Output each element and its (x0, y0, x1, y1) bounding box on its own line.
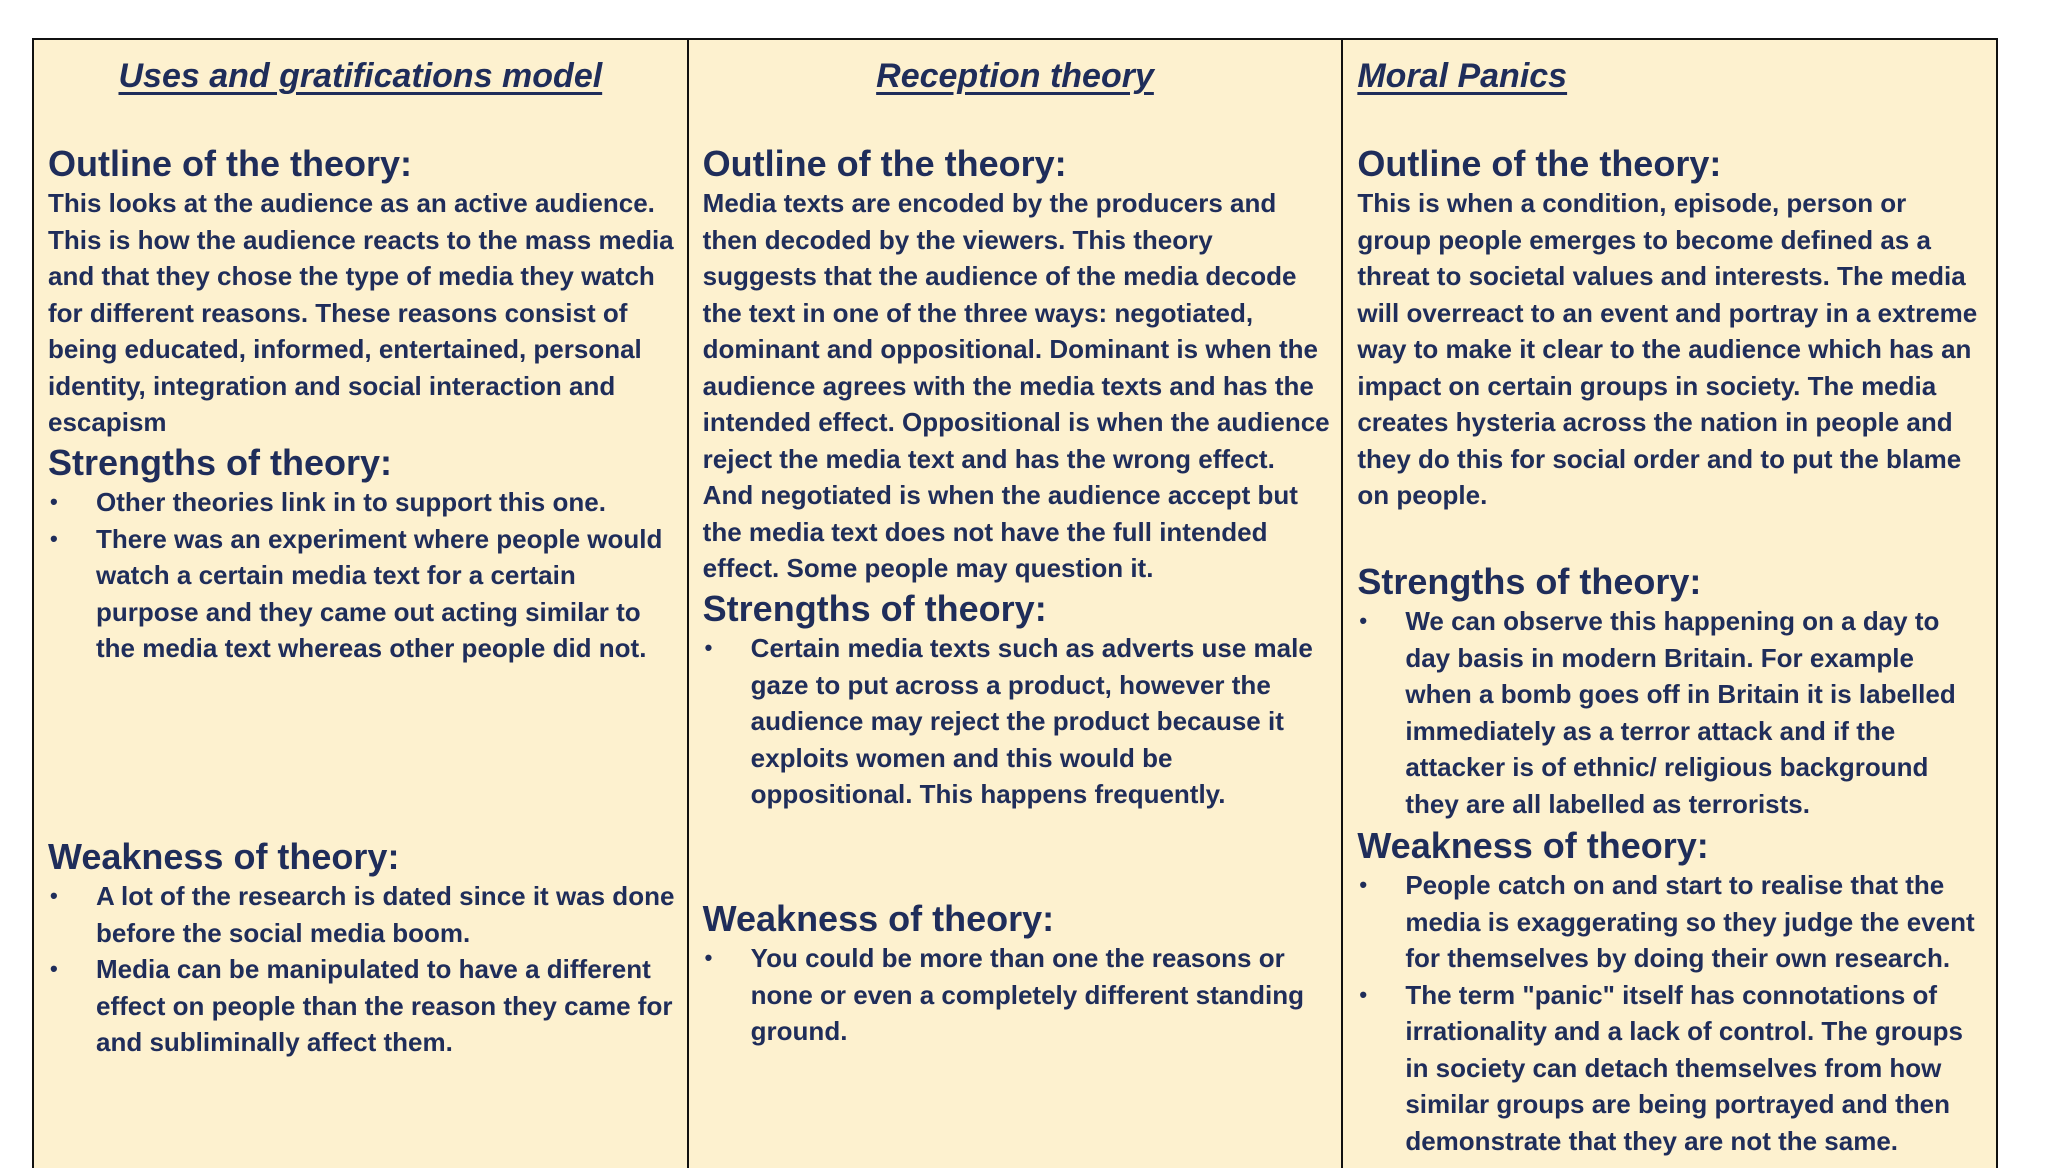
strengths-list (1357, 603, 1986, 822)
weakness-heading: Weakness of theory: (48, 836, 400, 877)
list-item: • People catch on and start to realise that the media is exaggerating so they judge the event for themselves by doing their own research. (1357, 867, 1986, 977)
weakness-heading: Weakness of theory: (702, 898, 1055, 939)
outline-text: Media texts are encoded by the producers and then decoded by the viewers. This theory suggests that the audience of the media decode the text in one of the three ways: negotiated, dominant and oppositional. Dominant is when the audience agrees with the media texts and has the intended effect. Oppositional is when the audience reject the media text and has the wrong effect. And negotiated is when the audience accept but the media text does not have the full intended effect. Some people may question it. (702, 188, 1330, 583)
list-item: • There was an experiment where people would watch a certain media text for a certain purpose and they came out acting similar to the media text whereas other people did not. (48, 521, 677, 667)
weakness-section (48, 836, 677, 1061)
column-title: Reception theory (876, 57, 1154, 95)
weakness-list (1357, 867, 1986, 1159)
outline-heading: Outline of the theory: (1357, 143, 1722, 184)
list-item: • You could be more than one the reasons or none or even a completely different standing ground. (703, 940, 1332, 1050)
outline-heading: Outline of the theory: (48, 143, 412, 184)
strengths-list (48, 484, 677, 667)
column-uses-and-gratifications (34, 40, 689, 1168)
weakness-list (703, 940, 1332, 1050)
weakness-section (703, 898, 1332, 1050)
list-item: • The term "panic" itself has connotations of irrationality and a lack of control. The groups in society can detach themselves from how similar groups are being portrayed and then demonstrate that they are not the same. (1357, 977, 1986, 1160)
weakness-section (1357, 825, 1986, 1159)
list-item: • Media can be manipulated to have a different effect on people than the reason they came for and subliminally affect them. (48, 951, 677, 1061)
column-title: Uses and gratifications model (118, 57, 603, 95)
weakness-heading: Weakness of theory: (1357, 825, 1709, 866)
strengths-list (703, 630, 1332, 813)
weakness-list (48, 878, 677, 1061)
strengths-heading: Strengths of theory: (48, 442, 393, 483)
column-reception-theory (689, 40, 1344, 1168)
strengths-section (48, 442, 677, 667)
strengths-heading: Strengths of theory: (1357, 561, 1702, 602)
list-item: • Other theories link in to support this one. (48, 484, 677, 521)
outline-section (48, 143, 677, 441)
outline-text: This is when a condition, episode, person or group people emerges to become defined as a threat to societal values and interests. The media will overreact to an event and portray in a extreme way to make it clear to the audience which has an impact on certain groups in society. The media creates hysteria across the nation in people and they do this for social order and to put the blame on people. (1357, 188, 1978, 510)
column-moral-panics (1343, 40, 1996, 1168)
list-item: • Certain media texts such as adverts use male gaze to put across a product, however the audience may reject the product because it exploits women and this would be oppositional. This happens frequently. (703, 630, 1332, 813)
theory-table (32, 38, 1998, 1168)
strengths-section (703, 588, 1332, 813)
outline-section (703, 143, 1332, 587)
strengths-heading: Strengths of theory: (702, 588, 1047, 629)
outline-heading: Outline of the theory: (702, 143, 1067, 184)
column-title: Moral Panics (1357, 57, 1568, 95)
list-item: • A lot of the research is dated since it was done before the social media boom. (48, 878, 677, 951)
outline-section (1357, 143, 1986, 514)
outline-text: This looks at the audience as an active audience. This is how the audience reacts to the mass media and that they chose the type of media they watch for different reasons. These reasons consist of being educated, informed, entertained, personal identity, integration and social interaction and escapism (48, 188, 674, 437)
strengths-section (1357, 561, 1986, 822)
list-item: • We can observe this happening on a day to day basis in modern Britain. For example when a bomb goes off in Britain it is labelled immediately as a terror attack and if the attacker is of ethnic/ religious background they are all labelled as terrorists. (1357, 603, 1986, 822)
